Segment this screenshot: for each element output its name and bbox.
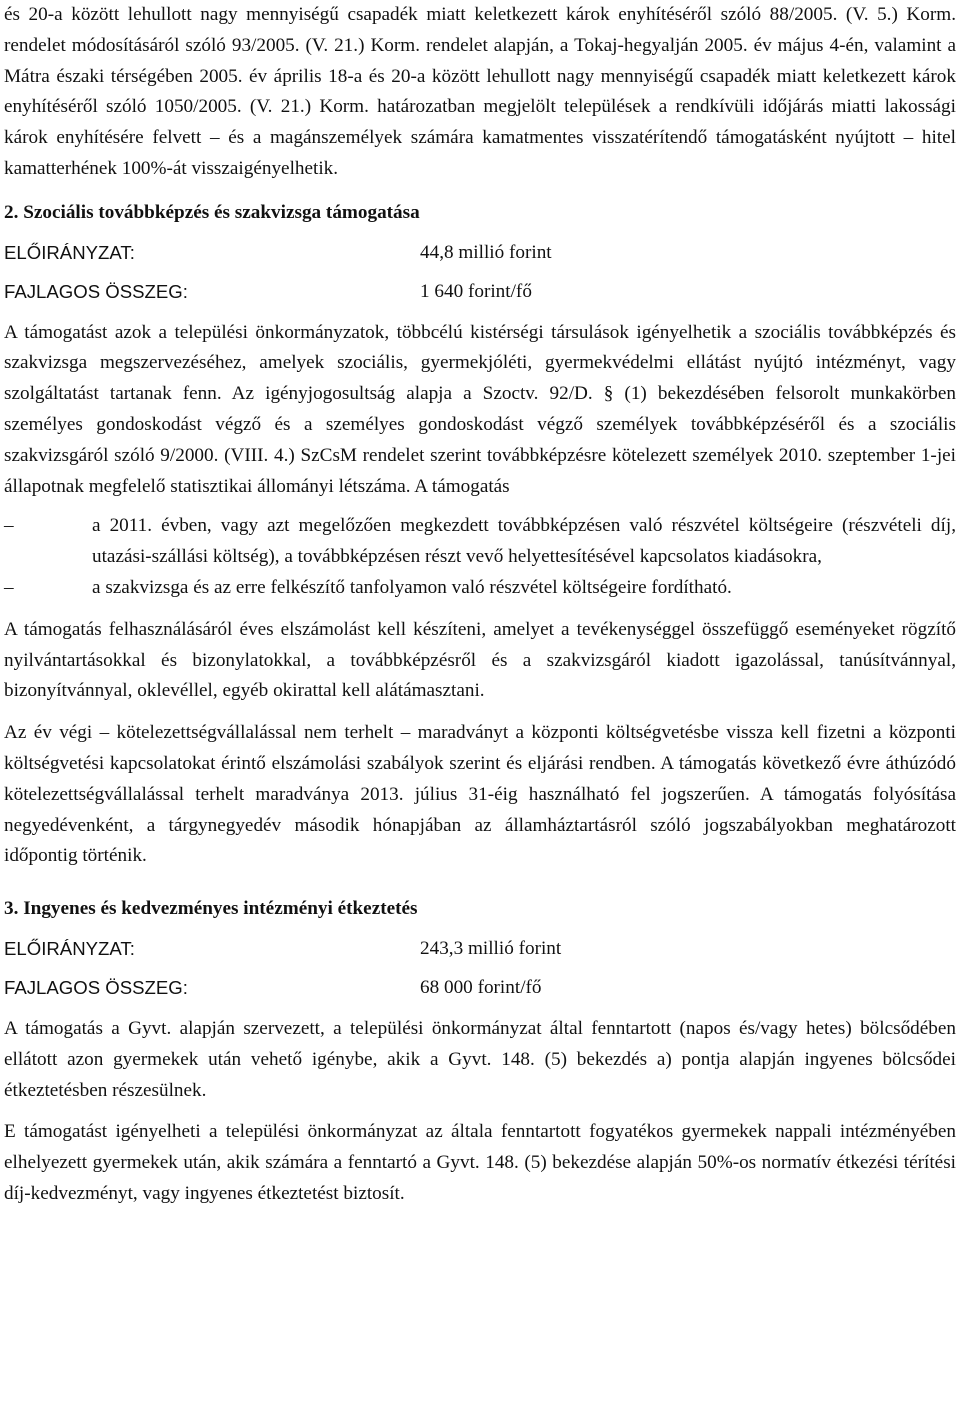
section-3-paragraph-1: A támogatás a Gyvt. alapján szervezett, a települési önkormányzat által fenntartott (napos és/vagy hetes) bölcsődében ellátott azon gyermekek után vehető igénybe, akik a Gyvt. 148. (5) bekezdés a) pontja alapján ingyenes bölcsődei étkeztetésben részesülnek. — [4, 1017, 956, 1101]
appropriation-label: ELŐIRÁNYZAT: — [4, 937, 135, 959]
section-2-paragraph-1: A támogatást azok a települési önkormányzatok, többcélú kistérségi társulások igényelhetik a szociális továbbképzés és szakvizsga megszervezéséhez, amelyek szociális, gyermekjóléti, gyermekvédelmi ellátást nyújtó intézményt, vagy szolgáltatást tartanak fenn. Az igényjogosultság alapja a Szoctv. 92/D. § (1) bekezdésében felsorolt munkakörben személyes gondoskodást végző és a személyes gondoskodást végző személyek továbbképzéséről és a szociális szakvizsgáról szóló 9/2000. (VIII. 4.) SzCsM rendelet szerint továbbképzésre kötelezett személyek 2010. szeptember 1-jei állapotnak megfelelő statisztikai állományi létszáma. A támogatás — [4, 321, 956, 497]
section-3-appropriation-row — [4, 934, 956, 964]
section-3 — [4, 894, 956, 1210]
unit-amount-label: FAJLAGOS ÖSSZEG: — [4, 976, 188, 998]
appropriation-value: 243,3 millió forint — [420, 937, 562, 959]
unit-amount-label: FAJLAGOS ÖSSZEG: — [4, 280, 188, 302]
dash-bullet-icon: – — [4, 515, 14, 537]
section-3-title: 3. Ingyenes és kedvezményes intézményi étkeztetés — [4, 898, 418, 920]
section-2-title: 2. Szociális továbbképzés és szakvizsga támogatása — [4, 201, 420, 223]
section-2-appropriation-row — [4, 238, 956, 268]
list-item — [4, 573, 956, 604]
intro-paragraph: és 20-a között lehullott nagy mennyiségű csapadék miatt keletkezett károk enyhítéséről szóló 88/2005. (V. 5.) Korm. rendelet módosításáról szóló 93/2005. (V. 21.) Korm. rendelet alapján, a Tokaj-hegyalján 2005. év május 4-én, valamint a Mátra északi térségében 2005. év április 18-a és 20-a között lehullott nagy mennyiségű csapadék miatt keletkezett károk enyhítéséről szóló 1050/2005. (V. 21.) Korm. határozatban megjelölt települések a rendkívüli időjárás miatti lakossági károk enyhítésére felvett – és a magánszemélyek számára kamatmentes visszatérítendő támogatásként nyújtott – hitel kamatterhének 100%-át visszaigényelhetik. — [4, 4, 956, 179]
unit-amount-value: 1 640 forint/fő — [420, 280, 532, 302]
section-2 — [4, 198, 956, 872]
appropriation-value: 44,8 millió forint — [420, 241, 552, 263]
appropriation-label: ELŐIRÁNYZAT: — [4, 241, 135, 263]
section-2-paragraph-2: A támogatás felhasználásáról éves elszámolást kell készíteni, amelyet a tevékenységgel összefüggő eseményeket rögzítő nyilvántartásokkal és bizonylatokkal, a továbbképzésről és a szakvizsgáról kiadott igazolással, tanúsítvánnyal, bizonyítvánnyal, oklevéllel, egyéb okirattal kell alátámasztani. — [4, 618, 956, 702]
section-3-paragraph-2: E támogatást igényelheti a települési önkormányzat az általa fenntartott fogyatékos gyermekek nappali intézményében elhelyezett gyermekek után, akik számára a fenntartó a Gyvt. 148. (5) bekezdése alapján 50%-os normatív étkezési térítési díj-kedvezményt, vagy ingyenes étkeztetést biztosít. — [4, 1121, 956, 1204]
section-2-bullet-list — [4, 511, 956, 603]
list-item — [4, 511, 956, 573]
unit-amount-value: 68 000 forint/fő — [420, 976, 542, 998]
dash-bullet-icon: – — [4, 576, 14, 598]
section-3-unit-amount-row — [4, 973, 956, 1003]
list-item-text: a szakvizsga és az erre felkészítő tanfolyamon való részvétel költségeire fordítható. — [92, 576, 732, 598]
list-item-text: a 2011. évben, vagy azt megelőzően megkezdett továbbképzésen való részvétel költségeire (részvételi díj, utazási-szállási költség), a továbbképzésen részt vevő helyettesítésével kapcsolatos kiadásokra, — [92, 515, 956, 568]
section-2-paragraph-3: Az év végi – kötelezettségvállalással nem terhelt – maradványt a központi költségvetésbe vissza kell fizetni a központi költségvetési kapcsolatokat érintő elszámolási szabályok szerint és eljárási rendben. A támogatás következő évre áthúzódó kötelezettségvállalással terhelt maradványa 2013. július 31-éig használható fel jogszerűen. A támogatás folyósítása negyedévenként, a tárgynegyedév második hónapjában az államháztartásról szóló jogszabályokban meghatározott időpontig történik. — [4, 722, 956, 867]
section-2-unit-amount-row — [4, 277, 956, 307]
